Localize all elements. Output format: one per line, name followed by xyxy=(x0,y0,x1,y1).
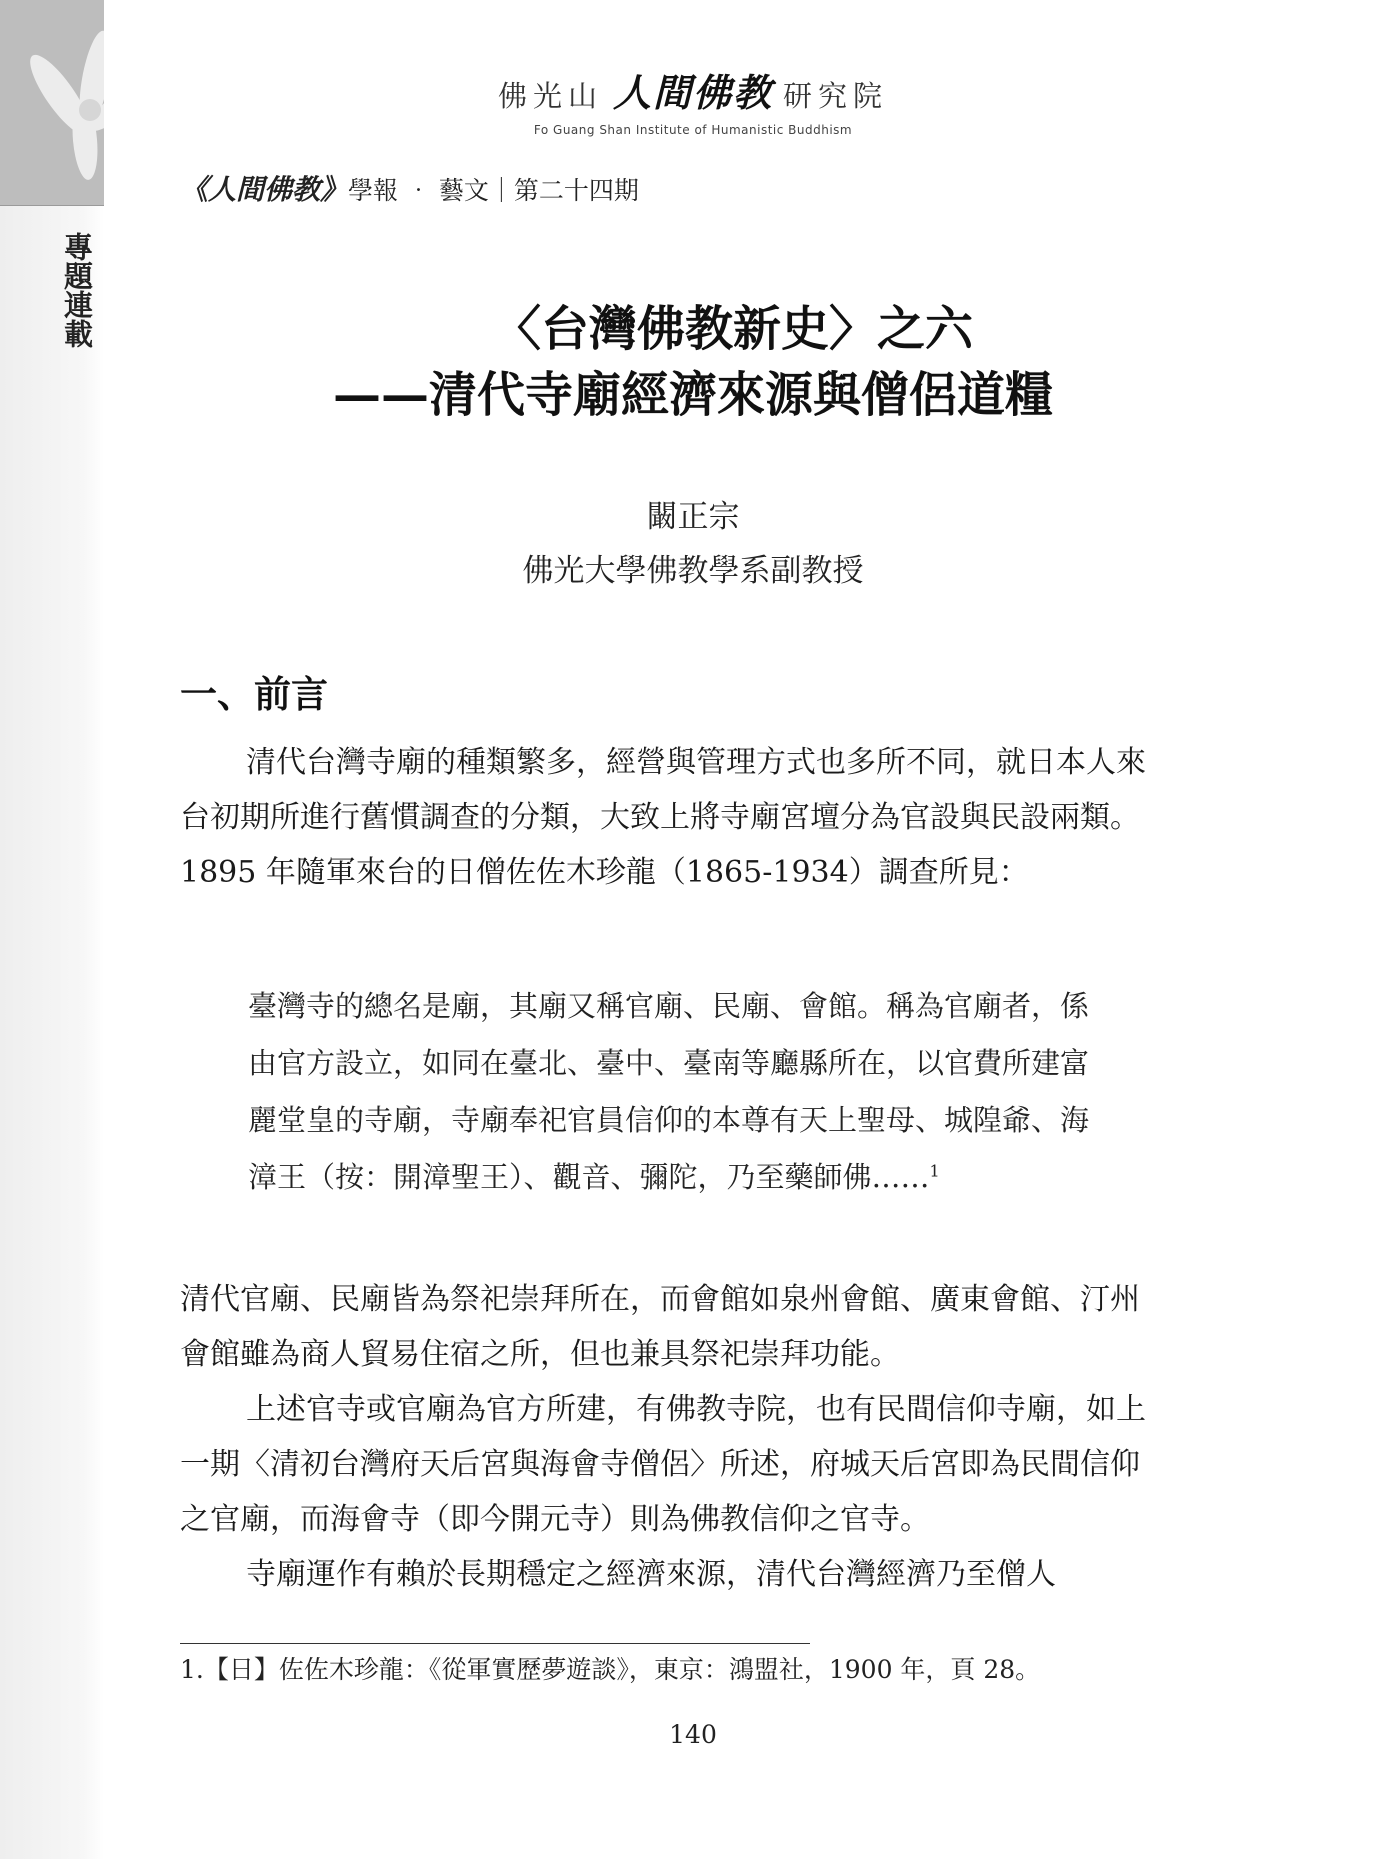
institute-english-name: Fo Guang Shan Institute of Humanistic Buddhism xyxy=(533,123,853,137)
institute-right: 研究院 xyxy=(783,79,889,113)
paragraph-3: 上述官寺或官廟為官方所建，有佛教寺院，也有民間信仰寺廟，如上一期〈清初台灣府天后宮與海會寺僧侶〉所述，府城天后宮即為民間信仰之官廟，而海會寺（即今開元寺）則為佛教信仰之官寺。 xyxy=(180,1392,1146,1537)
title-line-1: 〈台灣佛教新史〉之六 xyxy=(492,301,973,357)
page-number: 140 xyxy=(669,1720,717,1749)
journal-brand: 《人間佛教》 xyxy=(180,173,349,206)
running-head xyxy=(180,168,639,208)
author-affiliation: 佛光大學佛教學系副教授 xyxy=(522,553,864,589)
footnote-ref: 1 xyxy=(929,1161,940,1181)
institute-brand: 人間佛教 xyxy=(612,70,773,115)
footnote-divider xyxy=(180,1643,810,1644)
block-quote xyxy=(248,978,1098,1206)
footnote: 1.【日】佐佐木珍龍：《從軍實歷夢遊談》，東京：鴻盟社，1900 年，頁 28。 xyxy=(180,1655,1041,1684)
article-title xyxy=(0,296,1386,428)
institute-logo xyxy=(0,62,1386,137)
series-tab: 專題連載 xyxy=(60,232,94,348)
paragraph-1: 清代台灣寺廟的種類繁多，經營與管理方式也多所不同，就日本人來台初期所進行舊慣調查的分類，大致上將寺廟宮壇分為官設與民設兩類。1895 年隨軍來台的日僧佐佐木珍龍（1865-1934）調查所見： xyxy=(180,745,1146,890)
paragraph-2: 清代官廟、民廟皆為祭祀崇拜所在，而會館如泉州會館、廣東會館、汀州會館雖為商人貿易住宿之所，但也兼具祭祀崇拜功能。 xyxy=(180,1282,1140,1372)
institute-name xyxy=(0,62,1386,137)
quote-text: 臺灣寺的總名是廟，其廟又稱官廟、民廟、會館。稱為官廟者，係由官方設立，如同在臺北、臺中、臺南等廳縣所在，以官費所建富麗堂皇的寺廟，寺廟奉祀官員信仰的本尊有天上聖母、城隍爺、海漳王（按：開漳聖王）、觀音、彌陀，乃至藥師佛…… xyxy=(248,989,1090,1194)
journal-issue: 學報 ‧ 藝文｜第二十四期 xyxy=(348,176,639,205)
author-block xyxy=(0,490,1386,598)
paragraph-4: 寺廟運作有賴於長期穩定之經濟來源，清代台灣經濟乃至僧人 xyxy=(246,1557,1056,1592)
title-line-2: ——清代寺廟經濟來源與僧侶道糧 xyxy=(332,367,1053,423)
corner-rule xyxy=(0,205,104,206)
author-name: 闞正宗 xyxy=(646,499,740,535)
section-heading: 一、前言 xyxy=(180,672,328,716)
institute-left: 佛光山 xyxy=(497,79,603,113)
